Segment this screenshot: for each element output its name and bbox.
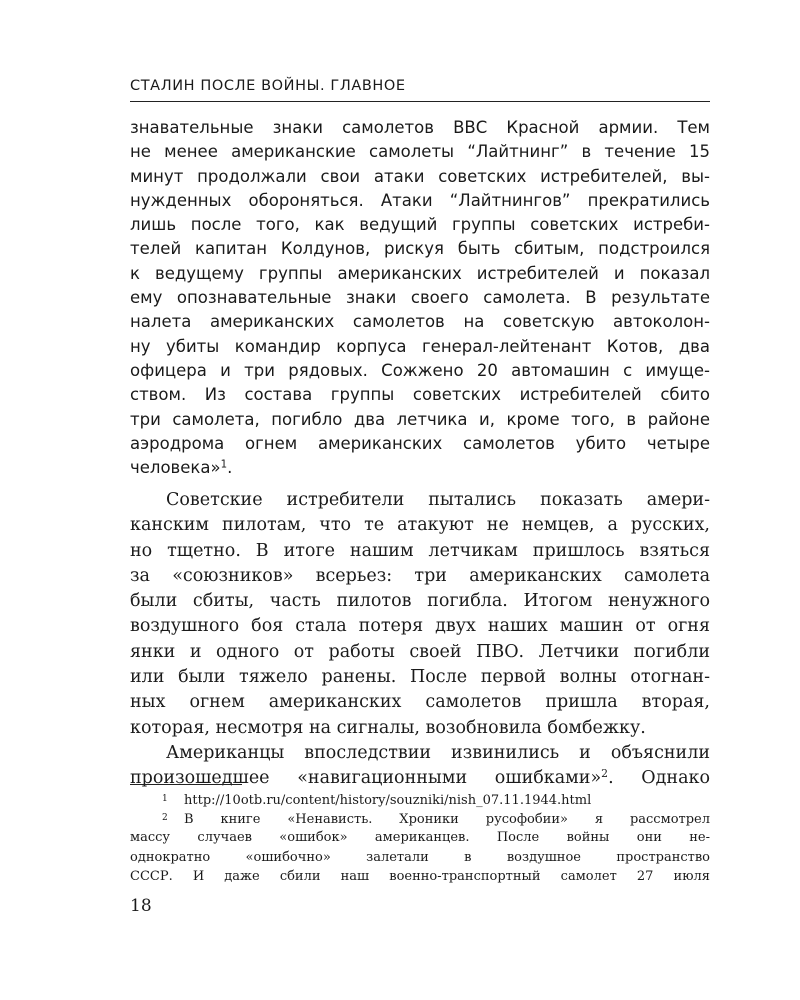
quote-line: налета американских самолетов на советскую автоколон- [130,312,710,332]
footnotes [130,790,710,886]
body-line: Американцы впоследствии извинились и объяснили [166,742,710,763]
body-line: или были тяжело ранены. После первой волны отогнан- [130,667,710,688]
running-head: СТАЛИН ПОСЛЕ ВОЙНЫ. ГЛАВНОЕ [130,78,406,94]
footnote-ref-2[interactable]: 2 [601,767,609,781]
quote-line: ну убиты командир корпуса генерал-лейтенант Котов, два [130,336,710,356]
quote-last-tail: . [227,458,233,478]
quote-line: знавательные знаки самолетов ВВС Красной армии. Тем [130,118,710,137]
header-rule [130,101,710,102]
quote-line: нужденных обороняться. Атаки “Лайтнингов” прекратились [130,190,710,210]
body-line: были сбиты, часть пилотов погибла. Итогом ненужного [130,591,710,612]
footnote-2-text: В книге «Ненависть. Хроники русофобии» я рассмотрел [184,812,710,828]
quote-line: офицера и три рядовых. Сожжено 20 автомашин с имуще- [130,360,710,380]
body-line: янки и одного от работы своей ПВО. Летчики погибли [130,641,710,662]
footnote-2-line: СССР. И даже сбили наш военно-транспортный самолет 27 июля [130,868,710,884]
footnote-2-line [130,809,710,828]
quote-line: лишь после того, как ведущий группы советских истреби- [130,215,710,235]
quote-line: ему опознавательные знаки своего самолета. В результате [130,288,710,308]
body-line: канским пилотам, что те атакуют не немцев, а русских, [130,515,710,536]
book-page [130,0,710,1000]
footnote-rule [130,784,242,785]
quote-line: телей капитан Колдунов, рискуя быть сбитым, подстроился [130,239,710,259]
footnote-2-number: 2 [162,813,168,824]
body-line: которая, несмотря на сигналы, возобновила бомбежку. [130,717,646,738]
quote-last-line [130,456,710,480]
footnote-1-number: 1 [162,794,168,804]
body-line: ных огнем американских самолетов пришла вторая, [130,692,710,713]
quote-line: ством. Из состава группы советских истребителей сбито [130,385,710,405]
body-line: но тщетно. В итоге нашим летчикам пришлось взяться [130,540,710,561]
body-paragraphs [130,488,710,792]
footnote-ref-1[interactable]: 1 [220,459,228,471]
quote-line: минут продолжали свои атаки советских истребителей, вы- [130,166,710,186]
quoted-document-block [130,116,710,480]
footnote-1-link[interactable]: http://10otb.ru/content/history/souzniki/nish_07.11.1944.html [184,793,592,808]
body-line: воздушного боя стала потеря двух наших машин от огня [130,616,710,637]
body-line: Советские истребители пытались показать амери- [166,490,710,510]
quote-line: аэродрома огнем американских самолетов убито четыре [130,433,710,453]
footnote-2-line: однократно «ошибочно» залетали в воздушное пространство [130,849,710,865]
body-last-tail: . Однако [608,768,710,789]
body-last-line [130,766,710,791]
quote-last-text: человека» [130,458,221,478]
footnote-2-line: массу случаев «ошибок» американцев. После войны они не- [130,830,710,846]
body-line: за «союзников» всерьез: три американских самолета [130,565,710,586]
page-number: 18 [130,896,152,916]
quote-line: к ведущему группы американских истребителей и показал [130,263,710,283]
quote-line: не менее американские самолеты “Лайтнинг” в течение 15 [130,142,710,162]
quote-line: три самолета, погибло два летчика и, кроме того, в районе [130,409,710,429]
body-last-text: произошедшее «навигационными ошибками» [130,768,602,789]
footnote-1 [130,790,710,809]
